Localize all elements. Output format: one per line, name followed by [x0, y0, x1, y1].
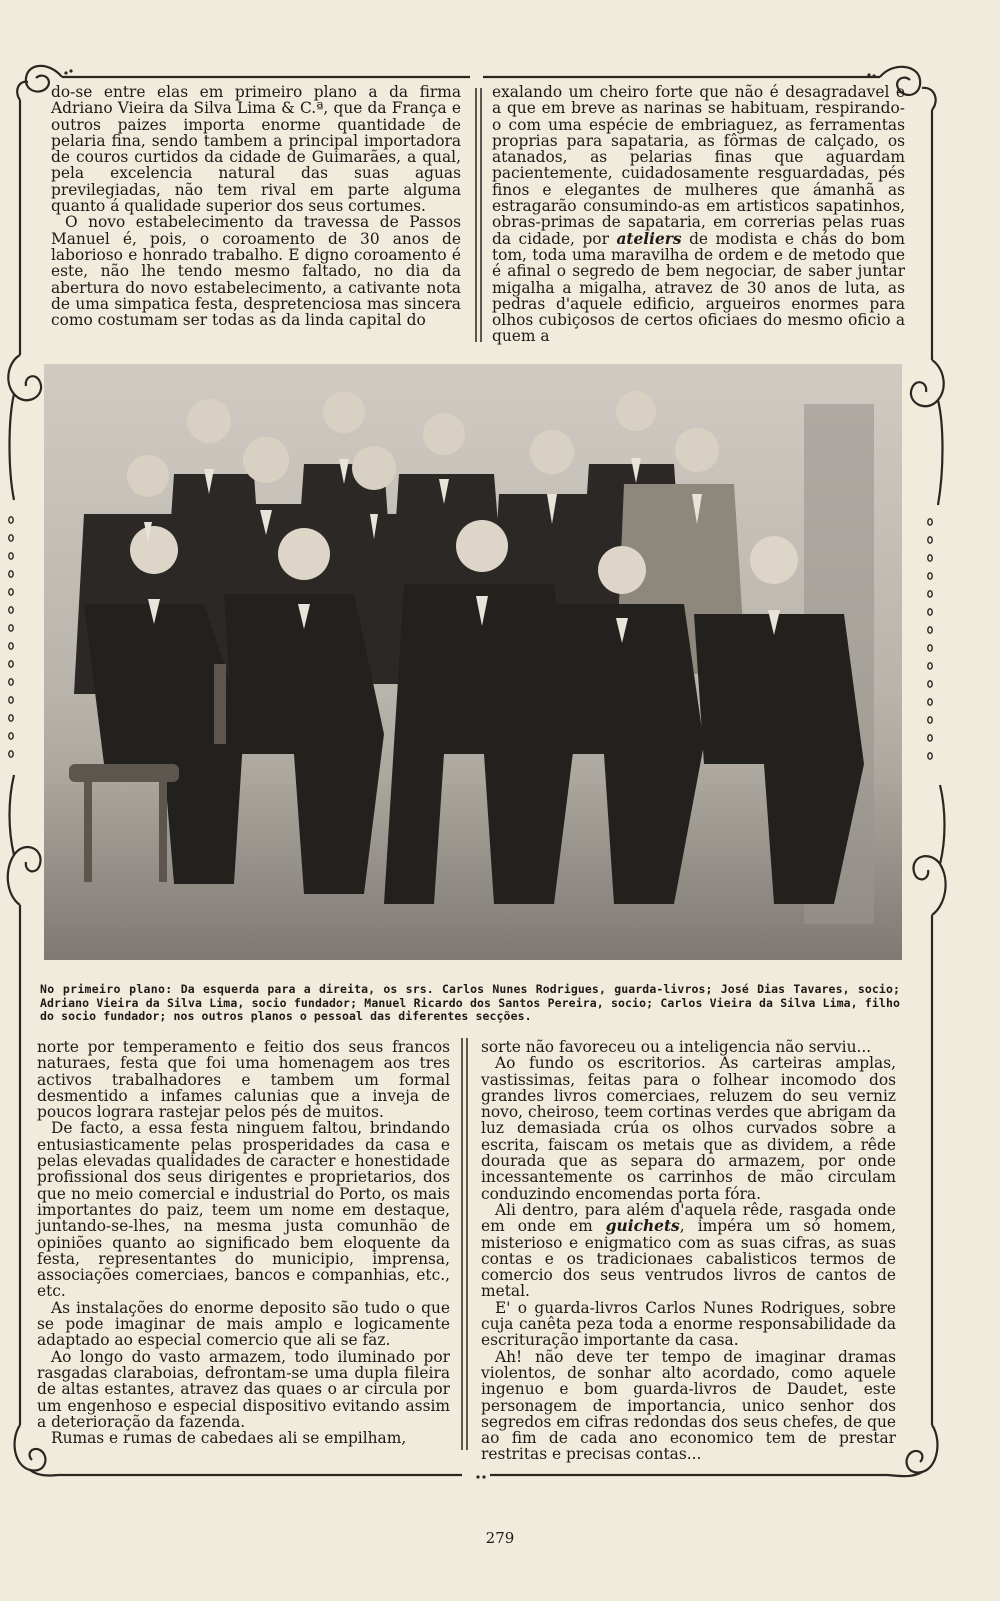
article-column-bottom-right	[481, 1039, 896, 1463]
emphasized-word: ateliers	[616, 229, 682, 248]
paragraph: De facto, a essa festa ninguem faltou, brindando entusiasticamente pelas prosperidades da casa e pelas elevadas qualidades de caracter e honestidade profissional dos seus dirigentes e proprietarios, dos que no meio comercial e industrial do Porto, os mais importantes do paiz, teem um nome em destaque, juntando-se-lhes, na mesma justa comunhão de opiniões quanto ao significado bem eloquente da festa, representantes do municipio, imprensa, associações comerciaes, bancos e companhias, etc., etc.	[37, 1119, 450, 1301]
paragraph: As instalações do enorme deposito são tudo o que se pode imaginar de mais amplo e logicamente adaptado ao especial comercio que ali se faz.	[37, 1298, 450, 1350]
photo-illustration	[44, 364, 902, 960]
text-run: Ali dentro, para além d'aquela rêde, rasgada onde em onde em	[481, 1200, 896, 1236]
caption-lead: No primeiro plano:	[40, 982, 173, 996]
article-column-top-left	[51, 84, 461, 328]
emphasized-word: guichets	[605, 1217, 680, 1236]
paragraph: do-se entre elas em primeiro plano a da firma Adriano Vieira da Silva Lima & C.ª, que da França e outros paizes importa enorme quantidade de pelaria fina, sendo tambem a principal importadora de couros curtidos da cidade de Guimarães, a qual, pela excelencia natural das suas aguas previlegiadas, não tem rival em parte alguma quanto á qualidade superior dos seus cortumes.	[51, 83, 461, 216]
photo-caption	[40, 983, 900, 1024]
text-run: de modista e chás do bom tom, toda uma maravilha de ordem e de metodo que é afinal o segredo de bem negociar, de saber juntar migalha a migalha, atravez de 30 anos de luta, as pedras d'aquele edificio, argueiros enormes para olhos cubiçosos de certos oficiaes do mesmo oficio a quem a	[492, 229, 905, 346]
paragraph: Ao fundo os escritorios. As carteiras amplas, vastissimas, feitas para o folhear incomodo dos grandes livros comerciaes, reluzem do seu verniz novo, cheiroso, teem cortinas verdes que abrigam da luz demasiada crúa os olhos curvados sobre a escrita, faiscam os metais que as dividem, a rêde dourada que as separa do armazem, por onde incessantemente os carrinhos de mão circulam conduzindo encomendas porta fóra.	[481, 1054, 896, 1203]
page-number: 279	[485, 1529, 515, 1547]
paragraph: Ah! não deve ter tempo de imaginar dramas violentos, de sonhar alto acordado, como aquele ingenuo e bom guarda-livros de Daudet, este personagem de importancia, unico senhor dos segredos em cifras redondas dos seus chefes, de que ao fim de cada ano economico tem de prestar restritas e precisas contas...	[481, 1347, 896, 1464]
paragraph	[492, 84, 905, 345]
paragraph: sorte não favoreceu ou a inteligencia não serviu...	[481, 1038, 872, 1056]
text-run: , impéra um só homem, misterioso e enigmatico com as suas cifras, as suas contas e os tradicionaes cabalisticos termos de comercio dos seus ventrudos livros de cantos de metal.	[481, 1217, 896, 1301]
paragraph	[481, 1202, 896, 1300]
paragraph: E' o guarda-livros Carlos Nunes Rodrigues, sobre cuja canêta peza toda a enorme responsabilidade da escrituração importante da casa.	[481, 1298, 896, 1350]
paragraph: Rumas e rumas de cabedaes ali se empilham,	[51, 1429, 407, 1448]
caption-text: Da esquerda para a direita, os srs. Carlos Nunes Rodrigues, guarda-livros; José Dias Tavares, socio; Adriano Vieira da Silva Lima, socio fundador; Manuel Ricardo dos Santos Pereira, socio; Carlos Vieira da Silva Lima, filho do socio fundador; nos outros planos o pessoal das diferentes secções.	[40, 982, 900, 1023]
text-run: exalando um cheiro forte que não é desagradavel e a que em breve as narinas se habituam, respirando-o com uma espécie de embriaguez, as ferramentas proprias para sapataria, as fôrmas de calçado, os atanados, as pelarias finas que aguardam pacientemente, cuidadosamente resguardadas, pés finos e elegantes de mulheres que ámanhã as estragarão consumindo-as em artisticos sapatinhos, obras-primas de sapataria, em correrias pelas ruas da cidade, por	[492, 83, 905, 248]
paragraph: Ao longo do vasto armazem, todo iluminado por rasgadas claraboias, defrontam-se uma dupla fileira de altas estantes, atravez das quaes o ar circula por um engenhoso e especial dispositivo evitando assim a deterioração da fazenda.	[37, 1347, 450, 1431]
article-column-top-right	[492, 84, 905, 345]
group-portrait-photo	[44, 364, 902, 960]
article-column-bottom-left	[37, 1039, 450, 1446]
paragraph: O novo estabelecimento da travessa de Passos Manuel é, pois, o coroamento de 30 anos de laborioso e honrado trabalho. E digno coroamento é este, não lhe tendo mesmo faltado, no dia da abertura do novo estabelecimento, a cativante nota de uma simpatica festa, despretenciosa mas sincera como costumam ser todas as da linda capital do	[51, 213, 461, 330]
paragraph: norte por temperamento e feitio dos seus francos naturaes, festa que foi uma homenagem aos tres activos trabalhadores e tambem um formal desmentido a infames calunias que a inveja de poucos lograra rastejar pelos pés de muitos.	[37, 1038, 450, 1122]
